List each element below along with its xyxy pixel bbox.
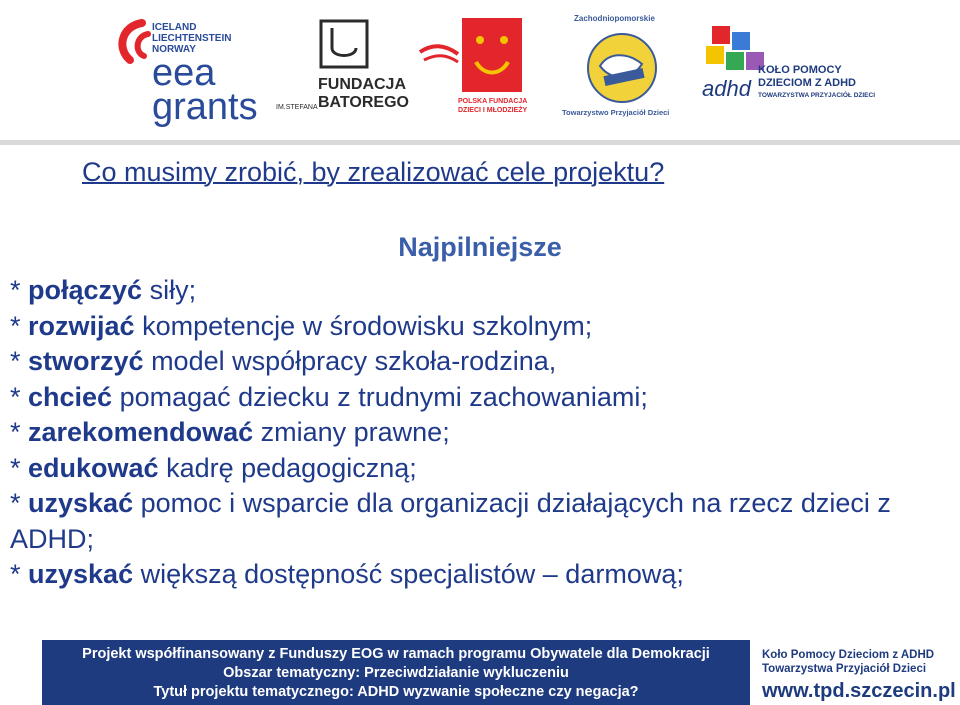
item-verb: zarekomendować (28, 417, 254, 447)
list-item: * edukować kadrę pedagogiczną; (10, 452, 417, 483)
list-item: * uzyskać pomoc i wsparcie dla organizacji działających na rzecz dzieci z ADHD; (10, 488, 891, 554)
item-text: większą dostępność specjalistów – darmową; (133, 559, 684, 589)
kolo-word: adhd (702, 76, 751, 101)
footer-url-link[interactable]: www.tpd.szczecin.pl (762, 680, 956, 702)
list-item: * chcieć pomagać dziecku z trudnymi zachowaniami; (10, 381, 648, 412)
eea-country-3: NORWAY (152, 44, 196, 55)
tpd-top-text: Zachodniopomorskie (574, 14, 655, 23)
item-verb: stworzyć (28, 346, 144, 376)
list-item: * połączyć siły; (10, 275, 197, 305)
list-item: * stworzyć model współpracy szkoła-rodzina, (10, 346, 557, 376)
item-verb: rozwijać (28, 310, 135, 341)
list-item: * zarekomendować zmiany prawne; (10, 417, 450, 447)
pfdim-logo (418, 14, 528, 119)
item-verb: uzyskać (28, 488, 134, 518)
pfdim-line1: POLSKA FUNDACJA (458, 98, 528, 105)
pfdim-line2: DZIECI I MŁODZIEŻY (458, 107, 528, 114)
eea-word: eea (152, 52, 216, 94)
item-text: pomagać dziecku z trudnymi zachowaniami; (112, 381, 648, 412)
list-item: * rozwijać kompetencje w środowisku szkolnym; (10, 310, 593, 341)
item-verb: chcieć (28, 381, 113, 412)
eea-country-2: LIECHTENSTEIN (152, 33, 232, 44)
footer-org-info (762, 640, 960, 705)
tpd-bottom-text: Towarzystwo Przyjaciół Dzieci (562, 108, 670, 117)
item-text: kadrę pedagogiczną; (158, 452, 417, 483)
item-verb: połączyć (28, 275, 143, 305)
eea-grants-logo (112, 16, 272, 126)
page-title: Co musimy zrobić, by zrealizować cele projektu? (82, 157, 665, 187)
kolo-adhd-logo (702, 22, 892, 112)
header-divider (0, 140, 960, 145)
footer-org-2: Towarzystwa Przyjaciół Dzieci (762, 663, 927, 675)
footer-line-1: Projekt współfinansowany z Funduszy EOG w ramach programu Obywatele dla Demokracji (82, 646, 710, 662)
batory-line2: BATOREGO (318, 94, 409, 111)
item-text: kompetencje w środowisku szkolnym; (134, 310, 593, 341)
kolo-line1: KOŁO POMOCY (758, 64, 842, 76)
kolo-line3: TOWARZYSTWA PRZYJACIÓŁ DZIECI (758, 92, 876, 99)
batory-prefix: IM.STEFANA (276, 104, 318, 111)
footer-org-1: Koło Pomocy Dzieciom z ADHD (762, 649, 935, 661)
kolo-line2: DZIECIOM Z ADHD (758, 77, 856, 89)
list-item: * uzyskać większą dostępność specjalistów – darmową; (10, 559, 684, 589)
item-text: zmiany prawne; (253, 417, 450, 447)
grants-word: grants (152, 86, 258, 128)
footer-banner (42, 640, 750, 705)
item-text: model współpracy szkoła-rodzina, (143, 346, 557, 376)
item-verb: edukować (28, 452, 159, 483)
subtitle-text: Najpilniejsze (398, 232, 562, 262)
footer-line-2: Obszar tematyczny: Przeciwdziałanie wykluczeniu (223, 665, 569, 681)
section-subtitle (0, 232, 960, 263)
fundacja-batorego-logo (276, 18, 409, 118)
eea-country-1: ICELAND (152, 22, 197, 33)
item-verb: uzyskać (28, 559, 134, 589)
footer-line-3: Tytuł projektu tematycznego: ADHD wyzwanie społeczne czy negacja? (153, 684, 639, 700)
footer (0, 640, 960, 705)
item-text: siły; (142, 275, 197, 305)
item-text: pomoc i wsparcie dla organizacji działających na rzecz dzieci z ADHD; (10, 488, 891, 554)
logo-strip (0, 0, 960, 140)
batory-line1: FUNDACJA (318, 76, 406, 93)
action-list (10, 273, 955, 593)
tpd-zachodniopomorskie-logo (562, 10, 675, 130)
